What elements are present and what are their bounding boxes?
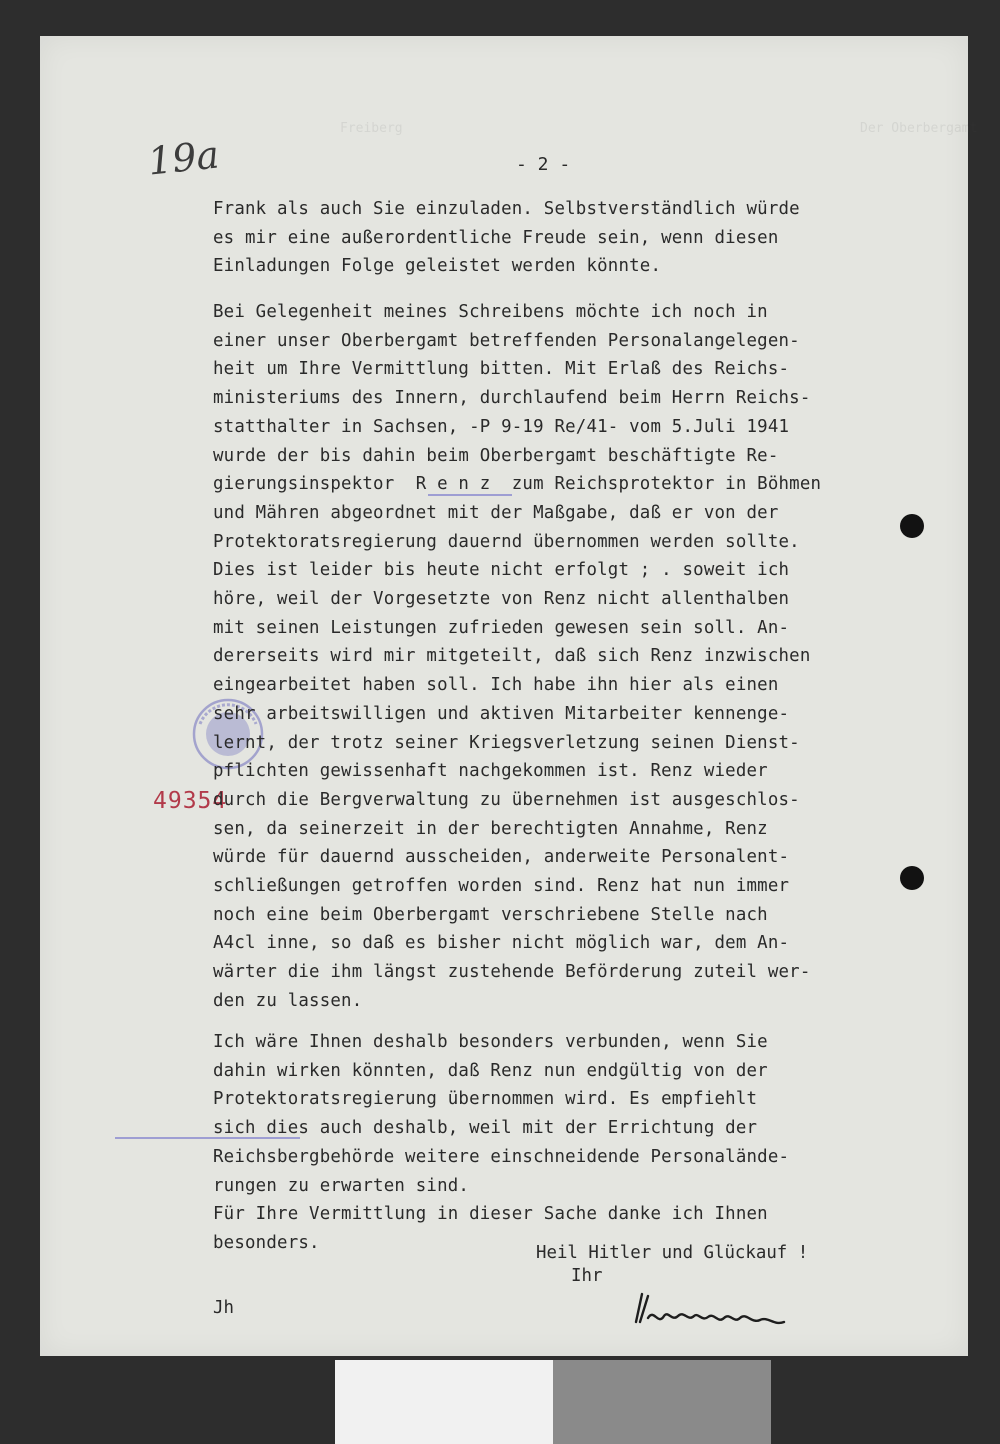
text-line: dahin wirken könnten, daß Renz nun endgültig von der [213, 1060, 768, 1081]
text-line: durch die Bergverwaltung zu übernehmen ist ausgeschlos- [213, 789, 800, 810]
closing-salutation: Heil Hitler und Glückauf ! [536, 1243, 809, 1263]
text-line: würde für dauernd ausscheiden, anderweite Personalent- [213, 847, 790, 868]
text-line: es mir eine außerordentliche Freude sein, wenn diesen [213, 227, 779, 248]
text-line: wurde der bis dahin beim Oberbergamt beschäftigte Re- [213, 445, 779, 466]
text-line: Frank als auch Sie einzuladen. Selbstverständlich würde [213, 199, 800, 219]
text-line: Bei Gelegenheit meines Schreibens möchte ich noch in [213, 302, 768, 322]
text-line: und Mähren abgeordnet mit der Maßgabe, daß er von der [213, 502, 779, 523]
text-line: sich dies auch deshalb, weil mit der Errichtung der [213, 1118, 758, 1139]
pencil-underline [428, 494, 512, 496]
text-line: dererseits wird mir mitgeteilt, daß sich Renz inzwischen [213, 646, 811, 667]
text-line: lernt, der trotz seiner Kriegsverletzung seinen Dienst- [213, 732, 800, 753]
text-line: höre, weil der Vorgesetzte von Renz nicht allenthalben [213, 589, 790, 609]
text-line: heit um Ihre Vermittlung bitten. Mit Erlaß des Reichs- [213, 359, 790, 380]
punch-hole [900, 866, 924, 890]
color-calibration-white [335, 1360, 553, 1444]
document-page: Der Oberbergamt Freiberg 19a - 2 - 49354 [40, 36, 968, 1356]
page-number: - 2 - [516, 154, 571, 175]
text-line: Reichsbergbehörde weitere einschneidende Personalände- [213, 1146, 790, 1167]
text-line: schließungen getroffen worden sind. Renz hat nun immer [213, 876, 790, 896]
text-line: wärter die ihm längst zustehende Beförderung zuteil wer- [213, 962, 811, 983]
text-line: Dies ist leider bis heute nicht erfolgt ; . soweit ich [213, 560, 790, 581]
archive-number: 49354 [153, 788, 228, 814]
text-line: sehr arbeitswilligen und aktiven Mitarbeiter kennenge- [213, 703, 790, 724]
closing-ihr: Ihr [571, 1266, 603, 1286]
text-line: rungen zu erwarten sind. [213, 1175, 470, 1196]
text-line: Ich wäre Ihnen deshalb besonders verbunden, wenn Sie [213, 1032, 768, 1052]
text-line: sen, da seinerzeit in der berechtigten Annahme, Renz [213, 818, 768, 839]
text-line: mit seinen Leistungen zufrieden gewesen sein soll. An- [213, 617, 790, 638]
text-line: den zu lassen. [213, 990, 363, 1011]
text-line: Protektoratsregierung übernommen wird. Es empfiehlt [213, 1089, 758, 1110]
color-calibration-gray [553, 1360, 771, 1444]
text-line: A4cl inne, so daß es bisher nicht möglich war, dem An- [213, 933, 790, 954]
pencil-underline [115, 1137, 300, 1139]
text-line: statthalter in Sachsen, -P 9-19 Re/41- vom 5.Juli 1941 [213, 416, 790, 437]
text-line: Einladungen Folge geleistet werden könnte. [213, 256, 662, 277]
text-line: pflichten gewissenhaft nachgekommen ist. Renz wieder [213, 761, 768, 782]
signature-icon [628, 1282, 798, 1342]
text-line: besonders. [213, 1232, 320, 1253]
text-line: noch eine beim Oberbergamt verschriebene Stelle nach [213, 904, 768, 925]
typist-initials: Jh [213, 1298, 234, 1318]
text-line: Für Ihre Vermittlung in dieser Sache danke ich Ihnen [213, 1204, 768, 1225]
handwritten-page-mark: 19a [145, 132, 222, 184]
text-line: gierungsinspektor R e n z zum Reichsprotektor in Böhmen [213, 474, 822, 495]
punch-hole [900, 514, 924, 538]
text-line: ministeriums des Innern, durchlaufend beim Herrn Reichs- [213, 388, 811, 409]
text-line: eingearbeitet haben soll. Ich habe ihn hier als einen [213, 675, 779, 696]
text-line: Protektoratsregierung dauernd übernommen werden sollte. [213, 531, 800, 552]
text-line: einer unser Oberbergamt betreffenden Personalangelegen- [213, 330, 800, 351]
